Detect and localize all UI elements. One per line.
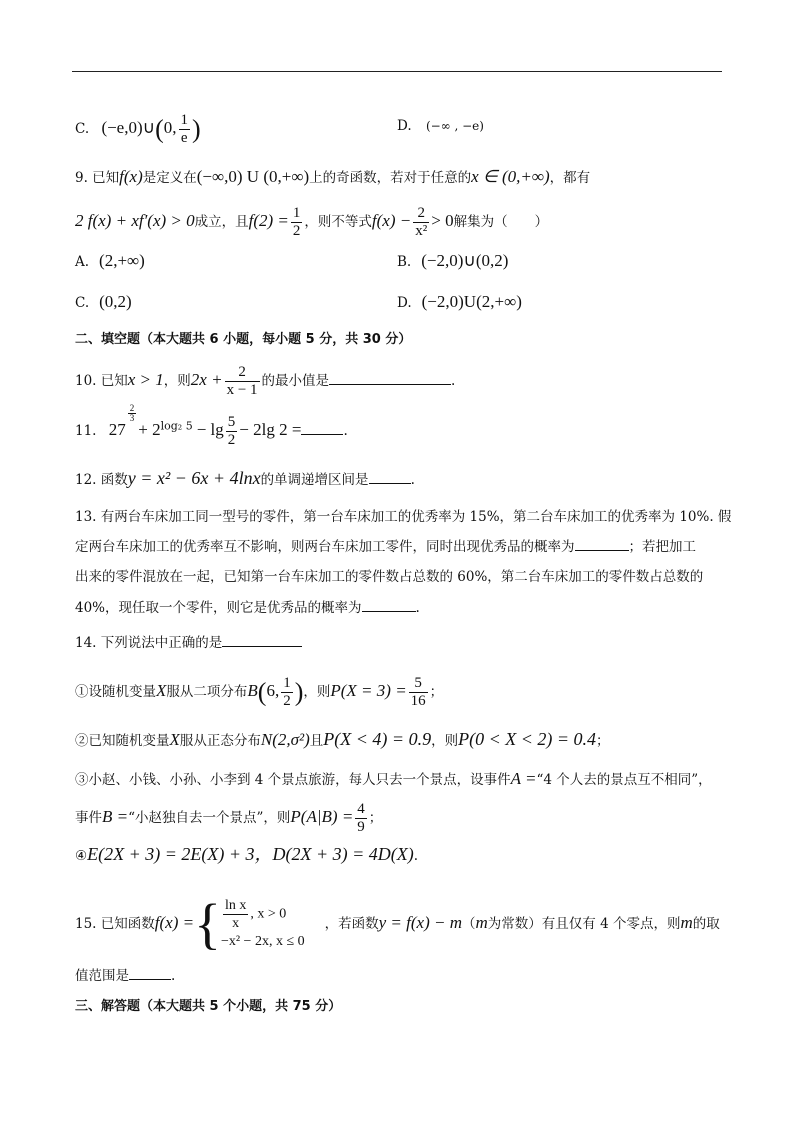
q9-option-b: B. (−2,0)∪(0,2) xyxy=(397,251,509,270)
q13-line2: 定两台车床加工的优秀率互不影响，则两台车床加工零件，同时出现优秀品的概率为 ；若把加工 xyxy=(75,539,696,555)
q13-line1: 13. 有两台车床加工同一型号的零件，第一台车床加工的优秀率为 15%，第二台车床加工的优秀率为 10%. 假 xyxy=(75,509,732,525)
q13-line3: 出来的零件混放在一起，已知第一台车床加工的零件数占总数的 60%，第二台车床加工的零件数占总数的 xyxy=(75,569,704,585)
q11: 11. 27 $\frac{2}{3}$ + $2^{log_2 5} - \lg$ $\frac{5}{2}$ − 2lg 2 = . xyxy=(75,403,348,448)
q8-option-c: C. (−e,0)∪(0, $\frac{1}{e}$ ) xyxy=(75,112,201,146)
q9-line1: 9. 已知f(x)是定义在(−∞,0) U (0,+∞)上的奇函数，若对于任意的x ∈ (0,+∞)，都有 xyxy=(75,167,591,186)
q15-line2: 值范围是 . xyxy=(75,968,176,984)
q9-option-a: A. (2,+∞) xyxy=(75,251,145,270)
section-3-heading: 三、解答题（本大题共 5 个小题，共 75 分） xyxy=(75,999,342,1014)
q8-option-d: D. (−∞ , −e) xyxy=(397,118,484,134)
q9-line2: 2 f(x) + xf′(x) > 0成立，且f(2) = $\frac{1}{2}$ ，则不等式f(x) − $\frac{2}{\text{x²}}$ > 0解集为（ ） xyxy=(75,205,549,239)
header-rule xyxy=(72,71,722,72)
q13-answer-blank-1[interactable] xyxy=(575,538,629,551)
q9-option-d: D. (−2,0)U(2,+∞) xyxy=(397,292,522,311)
q15-answer-blank[interactable] xyxy=(129,967,171,980)
q14-statement-3-line2: 事件B =“小赵独自去一个景点”，则P(A|B) = $\frac{4}{9}$ ； xyxy=(75,801,383,835)
section-2-heading: 二、填空题（本大题共 6 小题，每小题 5 分，共 30 分） xyxy=(75,332,412,347)
q10: 10. 已知x > 1，则2x + $\frac{2}{x - 1}$ 的最小值是 . xyxy=(75,364,456,398)
q14-answer-blank[interactable] xyxy=(222,634,302,647)
q9-option-c: C. (0,2) xyxy=(75,292,132,311)
q14-head: 14. 下列说法中正确的是 xyxy=(75,632,302,654)
q14-statement-2: ②已知随机变量X服从正态分布N(2,σ²)且P(X < 4) = 0.9，则P(0 < X < 2) = 0.4； xyxy=(75,729,610,749)
q14-statement-1: ①设随机变量X服从二项分布B(6, $\frac{1}{2}$ )，则P(X = 3) = $\frac{5}{16}$ ； xyxy=(75,675,444,709)
q15-piecewise: $\frac{\text{ln x}}{x}$ , x > 0 −x² − 2x, x ≤ 0 xyxy=(220,898,305,949)
q13-answer-blank-2[interactable] xyxy=(362,599,416,612)
q14-statement-3-line1: ③小赵、小钱、小孙、小李到 4 个景点旅游，每人只去一个景点，设事件A =“4 个人去的景点互不相同”， xyxy=(75,769,712,788)
q12: 12. 函数y = x² − 6x + 4lnx的单调递增区间是 . xyxy=(75,468,415,488)
q10-answer-blank[interactable] xyxy=(329,372,451,385)
q12-answer-blank[interactable] xyxy=(369,471,411,484)
q13-line4: 40%，现任取一个零件，则它是优秀品的概率为 . xyxy=(75,600,420,616)
q11-answer-blank[interactable] xyxy=(301,422,343,435)
q14-statement-4: ④E(2X + 3) = 2E(X) + 3，D(2X + 3) = 4D(X). xyxy=(75,844,419,864)
q15-line1: 15. 已知函数f(x) ={ $\frac{\text{ln x}}{x}$ , x > 0 −x² − 2x, x ≤ 0 ，若函数y = f(x) − m（m为常数）有且仅有 4 个零点，则m的取 xyxy=(75,893,720,956)
